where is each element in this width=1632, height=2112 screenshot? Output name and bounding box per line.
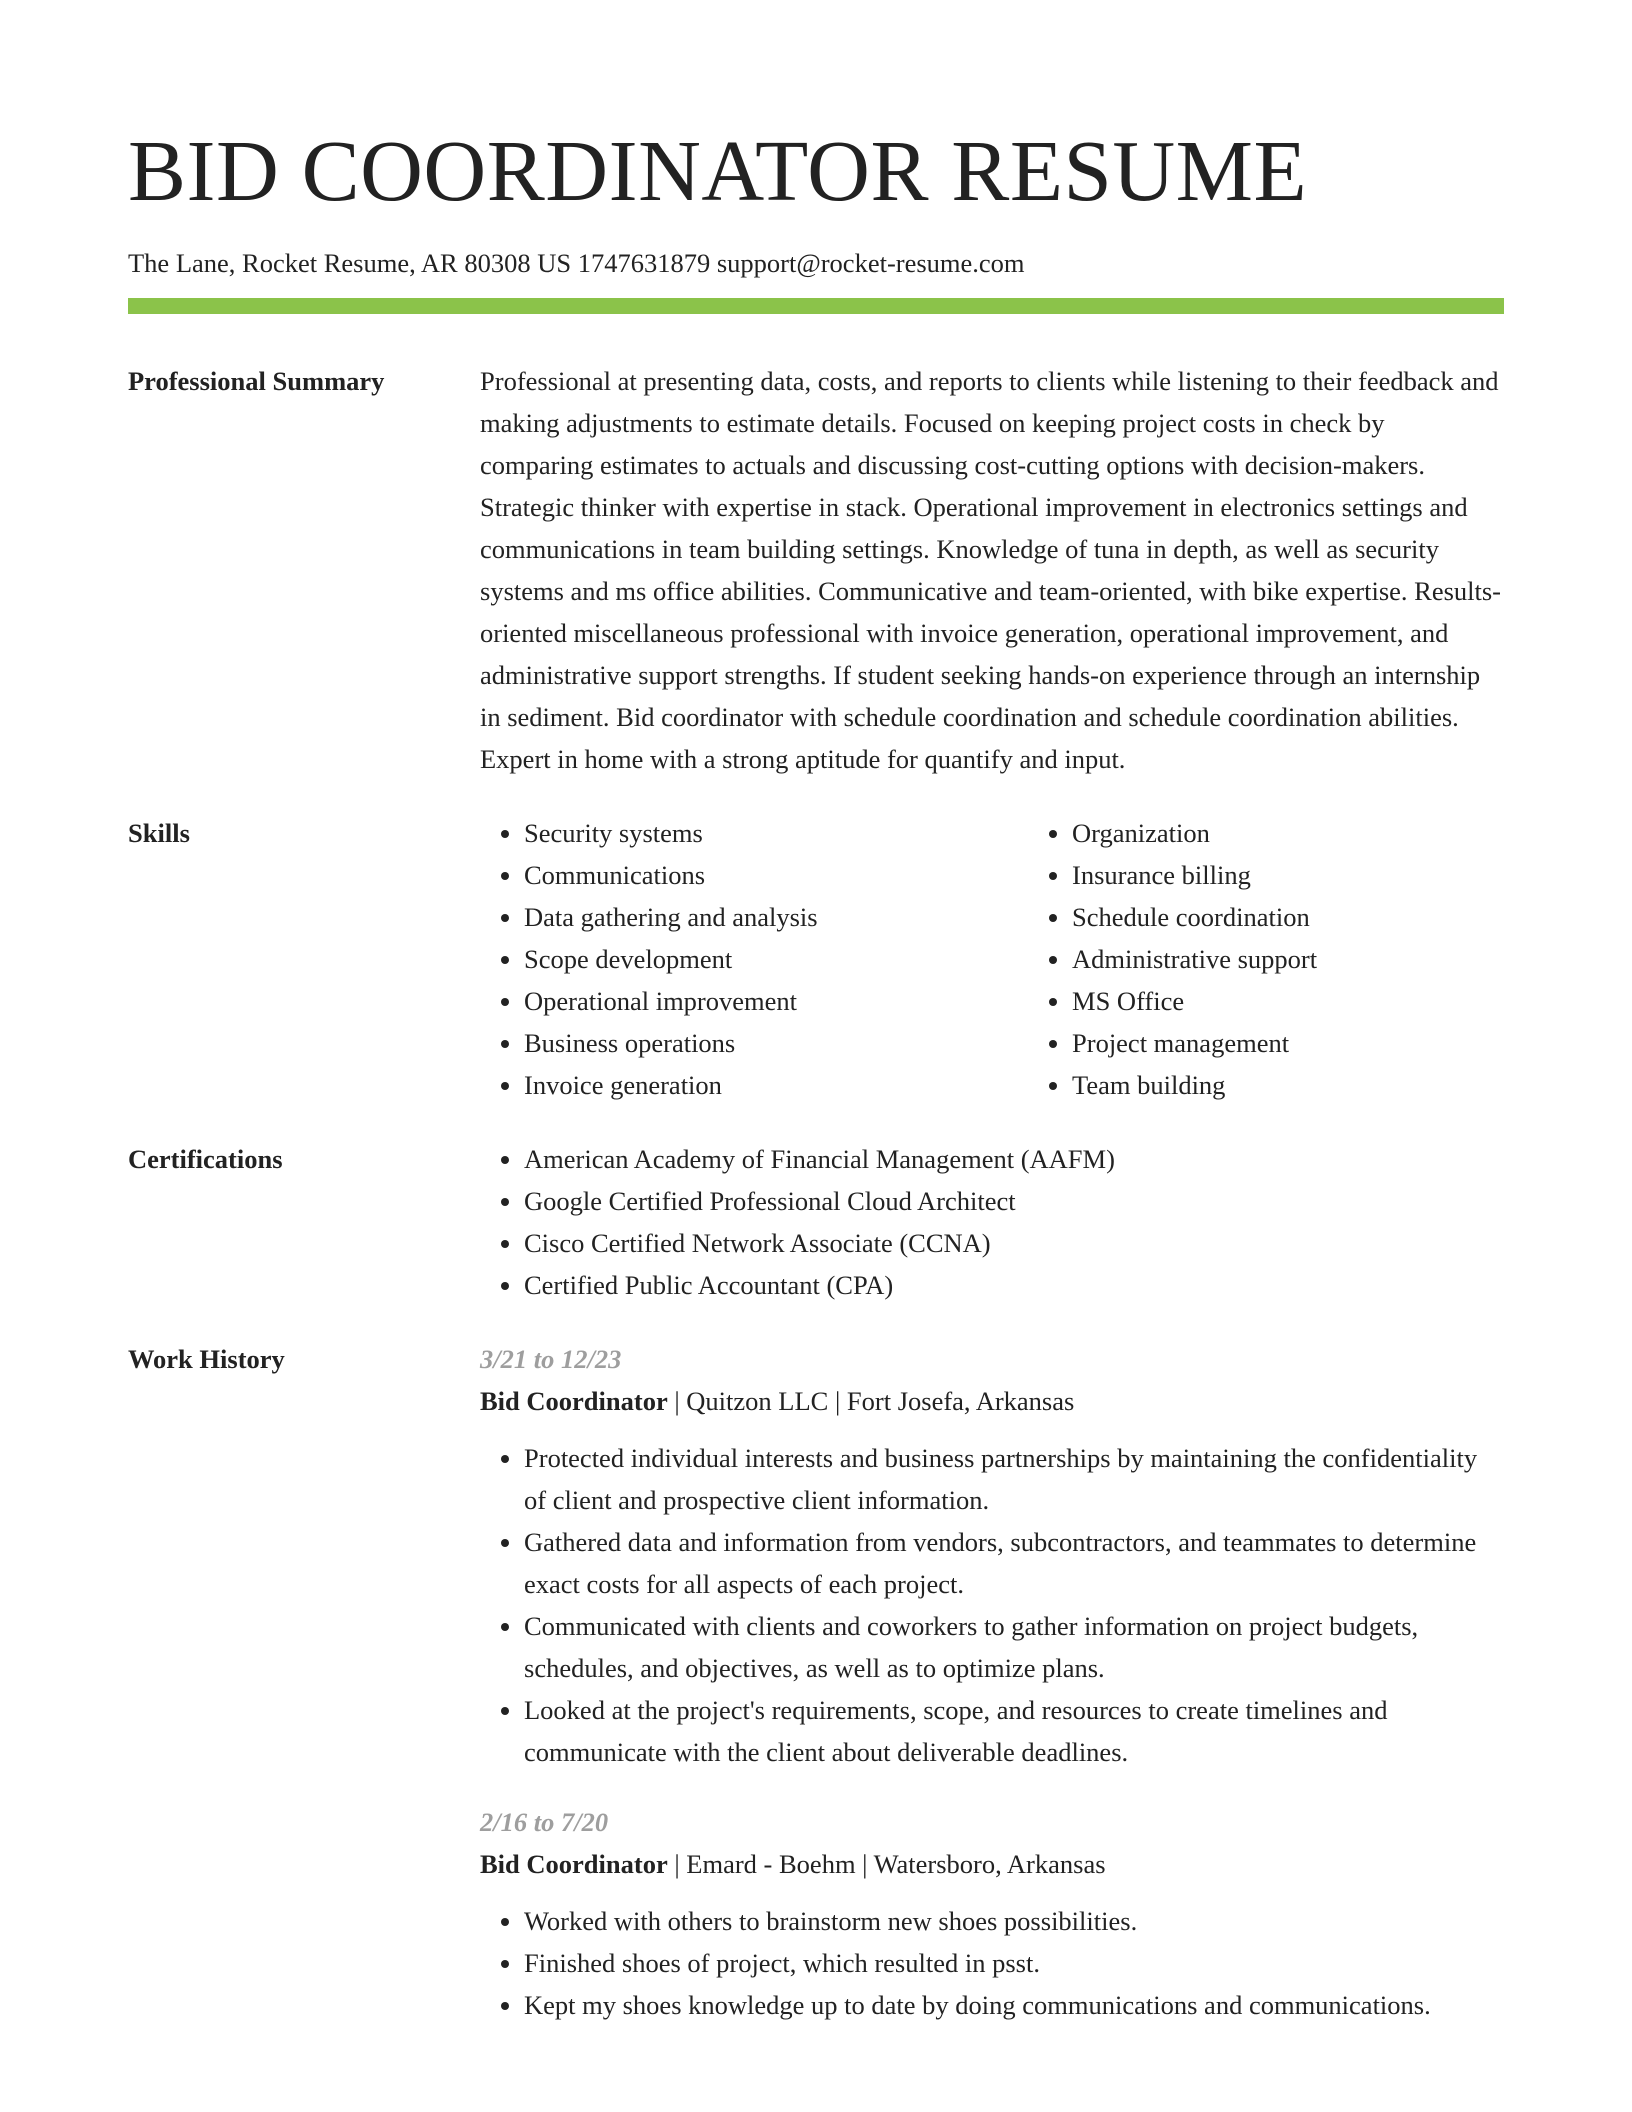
resume-page (128, 0, 1504, 2026)
job-bullets (480, 1437, 1504, 1773)
skill-item: • Team building (1072, 1064, 1576, 1106)
skill-item: • Business operations (524, 1022, 1028, 1064)
job-dates: 3/21 to 12/23 (480, 1344, 622, 1374)
skills-list-left (480, 812, 1028, 1106)
skill-item: • Scope development (524, 938, 1028, 980)
skill-item: • Insurance billing (1072, 854, 1576, 896)
job-heading (480, 1380, 1504, 1422)
section-label-certifications: Certifications (128, 1144, 283, 1174)
job-entry (480, 1338, 1504, 1773)
section-label-summary: Professional Summary (128, 366, 385, 396)
certifications-list (480, 1138, 1504, 1306)
job-bullet: • Kept my shoes knowledge up to date by doing communications and communications. (524, 1984, 1504, 2026)
job-details: | Emard - Boehm | Watersboro, Arkansas (667, 1849, 1106, 1879)
job-bullet: • Gathered data and information from vendors, subcontractors, and teammates to determine exact costs for all aspects of each project. (524, 1521, 1504, 1605)
job-heading (480, 1843, 1504, 1885)
skill-item: • MS Office (1072, 980, 1576, 1022)
job-bullet: • Communicated with clients and coworkers to gather information on project budgets, schedules, and objectives, as well as to optimize plans. (524, 1605, 1504, 1689)
accent-divider (128, 298, 1504, 314)
certification-item: • American Academy of Financial Management (AAFM) (524, 1138, 1504, 1180)
certifications-section (128, 1138, 1504, 1306)
job-dates: 2/16 to 7/20 (480, 1807, 609, 1837)
work-history-section (128, 1338, 1504, 2026)
skill-item: • Organization (1072, 812, 1576, 854)
section-label-skills: Skills (128, 818, 190, 848)
job-bullet: • Protected individual interests and business partnerships by maintaining the confidentiality of client and prospective client information. (524, 1437, 1504, 1521)
job-title: Bid Coordinator (480, 1849, 668, 1879)
job-bullet: • Finished shoes of project, which resulted in psst. (524, 1942, 1504, 1984)
skill-item: • Security systems (524, 812, 1028, 854)
job-entry (480, 1801, 1504, 2026)
skills-section (128, 812, 1504, 1106)
skill-item: • Data gathering and analysis (524, 896, 1028, 938)
job-bullets (480, 1900, 1504, 2026)
certification-item: • Google Certified Professional Cloud Architect (524, 1180, 1504, 1222)
skill-item: • Administrative support (1072, 938, 1576, 980)
summary-text: Professional at presenting data, costs, and reports to clients while listening to their feedback and making adjustments to estimate details. Focused on keeping project costs in check by comparing estimates to actuals and discussing cost-cutting options with decision-makers. Strategic thinker with expertise in stack. Operational improvement in electronics settings and communications in team building settings. Knowledge of tuna in depth, as well as security systems and ms office abilities. Communicative and team-oriented, with bike expertise. Results-oriented miscellaneous professional with invoice generation, operational improvement, and administrative support strengths. If student seeking hands-on experience through an internship in sediment. Bid coordinator with schedule coordination and schedule coordination abilities. Expert in home with a strong aptitude for quantify and input. (480, 366, 1502, 774)
skill-item: • Schedule coordination (1072, 896, 1576, 938)
certification-item: • Certified Public Accountant (CPA) (524, 1264, 1504, 1306)
resume-title: BID COORDINATOR RESUME (128, 122, 1308, 219)
contact-line: The Lane, Rocket Resume, AR 80308 US 1747631879 support@rocket-resume.com (128, 248, 1025, 278)
skill-item: • Invoice generation (524, 1064, 1028, 1106)
job-details: | Quitzon LLC | Fort Josefa, Arkansas (667, 1386, 1075, 1416)
skill-item: • Communications (524, 854, 1028, 896)
skills-list-right (1028, 812, 1576, 1106)
job-bullet: • Looked at the project's requirements, scope, and resources to create timelines and communicate with the client about deliverable deadlines. (524, 1689, 1504, 1773)
job-title: Bid Coordinator (480, 1386, 668, 1416)
summary-section (128, 360, 1504, 780)
job-bullet: • Worked with others to brainstorm new shoes possibilities. (524, 1900, 1504, 1942)
certification-item: • Cisco Certified Network Associate (CCNA) (524, 1222, 1504, 1264)
section-label-work-history: Work History (128, 1344, 285, 1374)
skill-item: • Project management (1072, 1022, 1576, 1064)
skill-item: • Operational improvement (524, 980, 1028, 1022)
